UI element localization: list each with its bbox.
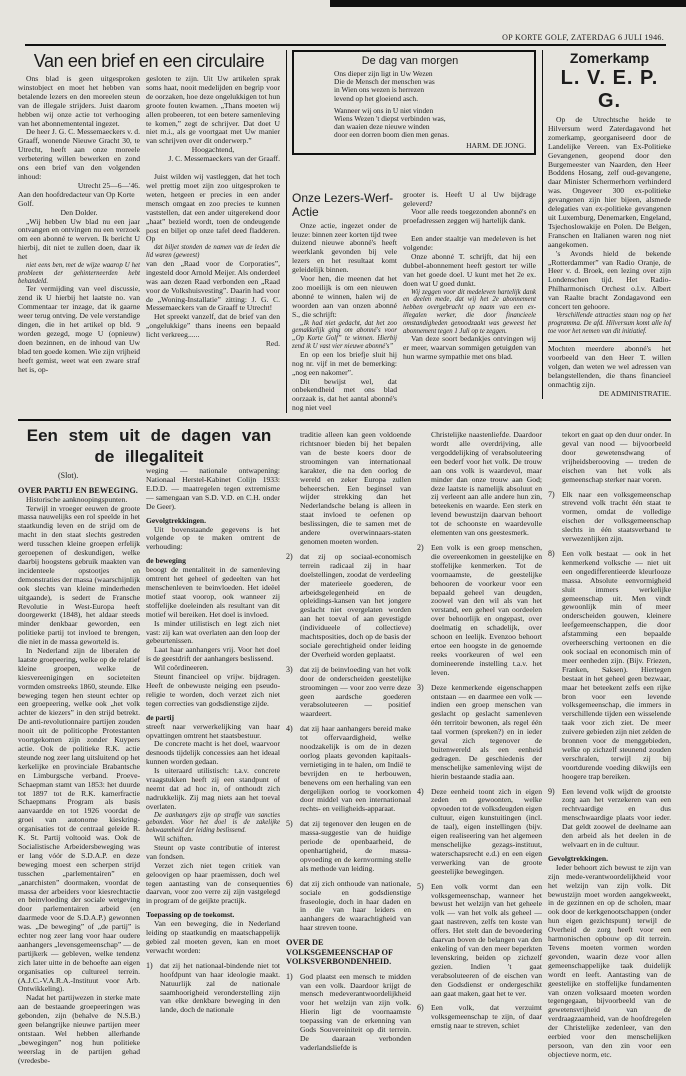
paragraph: Een ander staaltje van medeleven is het volgende: [403, 234, 536, 253]
paragraph: Verschillende attracties staan nog op het programma. De afd. Hilversum komt alle lof toe voor het nemen van dit initiatief. [548, 311, 671, 335]
paragraph: Den Dolder. [60, 207, 98, 217]
item-text: Een volk bestaat — ook in het kenmerkend volksche — niet uit een ongedifferentieerde kleurlooze massa. Absolute eenvormigheid sluit immers werkelijke gemeenschap uit. Men vindt gewoonlijk min of meer onderscheiden gouwen, kleinere leefgemeenschappen, die door afstamming een bepaalde overheersching vertoonen en die ook sociaal en economisch min of meer eenheden zijn. (Bijv. Friezen, Franken, Saksen). Hiertegen bestaat in het geheel geen bezwaar, maar het beteekent zelfs een rijke bron voor een levende volksgemeenschap, die immers in verschillende tijden een wisselende taak voor zich ziet. De meer zuivere gebieden zijn niet zelden de bronnen voor de menggebieden, welke op zichzelf steunend zouden verschralen, terwijl zij bij voortdurende voeding dikwijls een hoogere trap bereiken. [562, 549, 672, 781]
item-number: 4) [417, 786, 424, 796]
paragraph: Aan den hoofdredacteur van Op Korte Golf. [18, 189, 135, 208]
stem-left [18, 425, 280, 1066]
numbered-item [286, 553, 411, 660]
paragraph: Wil coördineeren. [154, 663, 209, 673]
paragraph: Ieder behoort zich bewust te zijn van zijn mede-verantwoordelijkheid voor het welzijn van zijn volk. Dit bewustzijn moet worden aangekweekt, in de gezinnen en op de scholen, maar ook door de kerkgenootschappen (onder hun eigen gezichtspunt) terwijl de Overheid de zorg heeft voor een harmonischen opbouw op dit terrein. Tevens moeten vormen worden gevonden, waarin deze voor allen gemeenschappelijke taak duidelijk wordt en leeft. Aantasting van de geestelijke en stoffelijke fundamenten van onzen volksaard moeten worden tegengegaan, bijvoorbeeld van de gewetensvrijheid van de verdraagzaamheid, van de hoofdregelen der Christelijke zedenleer, van den eerbied voor den menschelijken persoon, van den zin voor een objectieve norm, etc. [548, 862, 671, 1059]
item-number [548, 431, 562, 484]
article-brief [18, 50, 280, 374]
article-title-zomerkamp [548, 50, 671, 113]
paragraph: Nadat het partijwezen in sterke mate aan de bestaande groepeeringen was gebonden, zijn (behalve de N.S.B.) geen belangrijke nieuwe partijen meer ontstaan. Wel hebben allerhande „bewegingen” nog hun politieke weerslag in de partijen gehad (vredesbe- [18, 993, 140, 1065]
paragraph: Op de Utrechtsche heide te Hilversum werd Zaterdagavond het zomerkamp, georganiseerd door de Landelijke Vereen. van Ex-Politieke Gevangenen, geopend door den Burgemeester van Naarden, den Heer Boddens Hosang, zelf oud-gevangene, daar Minister Schermerhorn verhinderd was. Ongeveer 300 ex-politieke gevangenen zijn hier bijeen, alsmede delegaties van ex-politieke gevangenen uit Luxemburg, Denemarken, Engeland, Tsjechoslowakije en Polen. De Belgen, Franschen en Italianen waren nog niet aangekomen. [548, 115, 671, 249]
signature: J. C. Messemaeckers van der Graaff. [168, 154, 280, 164]
paragraph: Van een beweging, die in Nederland leiding op staatkundig en maatschappelijk gebied zal moeten geven, kan en moet verwacht worden: [146, 919, 280, 955]
header-rule [25, 44, 666, 46]
werf-column-a [292, 222, 397, 414]
brief-column-a [18, 75, 140, 374]
paragraph: Wil schiften. [154, 834, 193, 844]
section-heading: OVER PARTIJ EN BEWEGING. [18, 486, 138, 496]
numbered-item [417, 431, 542, 538]
section-heading: de partij [146, 712, 175, 722]
paragraph: 's Avonds hield de bekende „Rotterdammer” van Radio Oranje, de Heer v. d. Broek, een lezing over zijn Londenschen tijd. Het Radio-Philharmonisch Orchest o.l.v. Albert van Raalte bracht Zondagavond een concert ten gehoore. [548, 248, 671, 312]
section-heading: Gevolgtrekkingen. [548, 853, 608, 863]
item-number: 1) [146, 960, 153, 970]
numbered-item [548, 788, 671, 850]
stem-column-3 [286, 425, 411, 1053]
item-number: 2) [286, 551, 293, 561]
poem-line: Ons dieper zijn ligt in Uw Wezen [334, 69, 433, 78]
paragraph: beoogt de mentaliteit in de samenleving omtrent het geheel of gedeelten van het menschenleven te beinvloeden. Het ideëel motief staat voorop, ook wanneer zij stoffelijke doeleinden als resultant van dit motief wil bereiken. Het doel is invloed. [146, 565, 280, 619]
item-text: God plaatst een mensch te midden van een volk. Daardoor krijgt de mensch medeverantwoordelijkheid voor het welzijn van zijn volk. Hierin ligt de voornaamste toepassing van de erkenning van Gods Souvereiniteit op dit terrein. De daaraan verbonden vaderlandsliefde is [300, 971, 411, 1052]
item-number: 1) [286, 971, 293, 981]
item-text: Een volk, dat verzuimt volksgemeenschap te zijn, of daar ernstig naar te streven, schiet [431, 1003, 542, 1031]
item-text: dat zij op sociaal-economisch terrein radicaal zij in haar doelstellingen, zoodat de verdeeling der materieele goederen, de arbeidsgelegenheid en de opleidings-kansen van het jongere geslacht niet overgelaten worden aan het toeval of aan gevestigde (individueele of collectieve) machtsposities, doch op de basis der sociale gerechtigheid onder leiding der Overheid worden geplaatst. [300, 551, 411, 659]
item-text: Een levend volk wijdt de grootste zorg aan het verzekeren van een rechtvaardige en dus menschwaardige plaats voor ieder. Dat geldt zoowel de deelname aan den arbeid als het deelen in de welvaart en in de cultuur. [562, 786, 671, 849]
item-text: dat zij het nationaal-bindende niet tot hoofdpunt van haar ideologie maakt. Natuurlijk zal de nationale saamhoorigheid veronderstelling zijn van elke denkbare beweging in den lande, doch de nationale [160, 960, 280, 1015]
paragraph: Terwijl in vroeger eeuwen de groote massa nauwelijks een rol speelde in het staatkundig leven en de strijd om de macht in den staat slechts gestreden werd tusschen kleine groepen erfelijk geroepenen of deskundigen, welke daarbij hoogstens gebruik maakten van incidenteele opstootjes en demonstraties der massa (waarschijnlijk ook slechts van kleine minderheden uitgaande), is sedert de Fransche Revolutie in West-Europa heeft doorgewerkt (1848), het aldaar steeds minder denkbaar geworden, een politieke partij tot invloed te brengen, die niet in de massa geworteld is. [18, 503, 140, 647]
numbered-item [417, 1004, 542, 1031]
signature: Red. [265, 339, 280, 349]
section-heading: Gevolgtrekkingen. [146, 515, 206, 525]
paragraph: Is minder utilistisch en legt zich niet vast: zij kan wat overlaten aan den loop der gebeurtenissen. [146, 618, 280, 646]
article-zomerkamp [542, 50, 671, 399]
poem-line: levend op het gloeiend asch. [334, 93, 418, 103]
item-number: 9) [548, 786, 555, 796]
brief-columns [18, 75, 280, 374]
paragraph: dat biljet stonden de namen van de leden die lid waren (geweest) [146, 244, 280, 260]
item-number: 6) [286, 878, 293, 888]
stem-column-2 [146, 467, 280, 1015]
numbered-item [286, 725, 411, 814]
paragraph: Voor hen, die meenen dat het zoo moeilijk is om een nieuwen abonné te winnen, halen wij de woorden aan van onzen abonné S., die schrijft: [292, 274, 397, 319]
section-heading: Toepassing op de toekomst. [146, 910, 235, 920]
zomerkamp-title: Zomerkamp [569, 50, 650, 66]
numbered-item [286, 880, 411, 933]
poem-line: door een dorren boom dien men genas. [334, 130, 450, 140]
paragraph: niet eens ben, met de wijze waarop U het probleem der gehinterneerden hebt behandeld. [18, 262, 140, 285]
paragraph: Historische aanknoopingspunten. [26, 494, 128, 504]
poem-line: Die de Mensch der menschen was [334, 77, 435, 87]
numbered-item [146, 962, 280, 1015]
paragraph: Wij zeggen voor dit medeleven hartelijk dank en deelen mede, dat wij het 2e abonnement hebben overgebracht op naam van een ex-illegalen werker, die door financieele omstandigheden genoodzaakt was geweest het abonnement tegen 1 Juli op te zeggen. [403, 288, 536, 335]
paragraph: Hoogachtend, [191, 145, 235, 155]
top-section [18, 50, 671, 413]
paragraph: Voor alle reeds toegezonden abonné's en proefadressen zeggen wij hartelijk dank. [403, 207, 536, 226]
zomerkamp-subtitle: L. V. E. P. G. [560, 67, 659, 112]
item-number: 3) [286, 664, 293, 674]
item-text: Een volk vormt dan een volksgemeenschap, wanneer het bewust het welzijn van het geheele volk — van het volk als geheel — gaat nastreven, zelfs ten koste van offers. Het stelt dan de bevoedering daarvan boven de belangen van den enkeling of van den meer beperkten levenskring, beiden op zichzelf gezien. Indien 't gaat verabsoluteeren of de eischen van den Godsdienst er ondergeschikt aan gaat maken, gaat het te ver. [431, 881, 542, 998]
paragraph: De concrete macht is het doel, waarvoor desnoods tijdelijk concessies aan het ideaal kunnen worden gedaan. [146, 739, 280, 767]
stem-column-4 [417, 425, 542, 1031]
item-text: dat zij tegenover den leugen en de massa-suggestie van de huidige periode de openbaarheid, de openhartigheid, de massa-opvoeding en de kernvorming stelle als methode van leiding. [300, 819, 411, 873]
numbered-item [286, 431, 411, 547]
section-rule [18, 419, 671, 421]
article-title-stem: Een stem uit de dagen van de illegaliteit [26, 426, 272, 467]
numbered-item [548, 491, 671, 544]
article-stem [18, 425, 671, 1066]
item-text: tekort en gaat op den duur onder. In geval van nood — bijvoorbeeld door gewetensdwang of vrijheidsberooving — treden de eischen van het volk als gemeenschap sterker naar voren. [562, 430, 671, 484]
paragraph: grooter is. Heeft U al Uw bijdrage geleverd? [403, 189, 536, 208]
poem-title: De dag van morgen [361, 55, 459, 67]
middle-section [286, 50, 536, 413]
paragraph: „Ik had niet gedacht, dat het zoo gemakkelijk ging om abonné's voor „Op Korte Golf” te winnen. Hierbij zend ik U vast vier nieuwe abonné's” [292, 319, 397, 350]
article-title-brief: Van een brief en een circulaire [33, 51, 265, 71]
item-number [286, 431, 300, 547]
numbered-item [417, 883, 542, 999]
item-text: Deze eenheid toont zich in eigen zeden en gewoonten, welke opvoeden tot de volksdeugden eigen cultuur, eigen kunstuitingen (incl. de taal), eigen instellingen (bijv. eigen realiseering van het algemeen menschelijke gezags-instituut, waterschapsrecht e.d.) en een eigen verwerking van de groote geestelijke bewegingen. [431, 786, 542, 876]
notice-signature: DE ADMINISTRATIE. [598, 388, 671, 398]
poem-line: dan waaien deze nieuwe winden [334, 122, 430, 132]
paragraph: streeft naar verwerkelijking van haar opvattingen omtrent het staatsbestuur. [146, 721, 280, 740]
top-dark-band [330, 0, 686, 7]
paragraph: Onze abonné T. schrijft, dat hij een dubbel-abonnement heeft gestort ter wille van het goede doel. U kunt met het 2e ex. doen wat U goed dunkt. [403, 252, 536, 288]
item-number: 2) [417, 543, 424, 552]
paragraph: De heer J. G. C. Messemaeckers v. d. Graaff, wonende Nieuwe Gracht 30, te Utrecht, heeft aan onze moreele verbetering willen bewerken en zond ons een brief van den volgenden inhoud: [18, 127, 140, 181]
item-text: dat zij zich onthoude van nationale, sociale en godsdienstige fraseologie, doch in haar daden en in die van haar leiders en aanhangers de waarachtigheid van haar streven toone. [300, 878, 411, 933]
numbered-item [548, 431, 671, 484]
administration-notice [548, 345, 671, 398]
paragraph: Laat haar aanhangers vrij. Voor het doel is de geestdrift der aanhangers beslissend. [146, 645, 280, 664]
stem-left-column-wrap [18, 467, 140, 1066]
paragraph: Verzet zich niet tegen critiek van geloovigen op haar praemissen, doch wel tegen aantasting van de consequenties daarvan, voor zoo verre zij zijn vastgelegd in program of de geijkte practijk. [146, 860, 280, 906]
poem-line: Wiens Wezen 't diepst verbinden was, [334, 114, 446, 124]
article-werf-actie [292, 191, 536, 414]
paragraph: weging — nationale ontwapening: Nationaal Herstel-Kabinet Colijn 1933: E.D.D. — maatregelen tegen extremisme — samengaan van S.D. V.D. en C.H. onder De Geer). [146, 466, 280, 511]
notice-text: Mochten meerdere abonné's het voorbeeld van den Heer T. willen volgen, dan weten we wel adressen van belangstellenden, die thans financieel onmachtig zijn. [548, 344, 671, 389]
article-slot-label: (Slot). [58, 471, 79, 481]
paragraph: Juist wilden wij vastleggen, dat het toch wel prettig moet zijn zoo uitgesproken te weten, hetgeen er precies in een ander mensch omgaat en zoo precies te kunnen vaststellen, dat een ander uitgerekend door „haat” bezield wordt, toen de ondeugende post en biljet op onze tafel deed fladderen. Op [146, 172, 280, 244]
item-number: 3) [417, 682, 424, 692]
paragraph: Uit bovenstaande gegevens is het volgende op te maken omtrent de verhouding: [146, 524, 280, 552]
paragraph: Ter vermijding van veel discussie, zend ik U hierbij het laatste no. van Commentaar ter inzage, dat ik gaarne weer terug ontving. De vele verstandige dingen, die in het artikel op bld. 9 worden gezegd, moge U (opnieuw) doen bezinnen, en de inhoud van Uw blad ten goede komen. Wie zijn vrijheid heeft gemist, weet wat een zware straf het is, op- [18, 284, 140, 374]
item-text: Deze kenmerkende eigenschappen ontstaan — en daarmee een volk — indien een groep menschen van geslacht op geslacht samenleven één territoir bewonen, als regel één taal vormen (spreken?) en in ieder geval zich tegenover de buitenwereld als een eenheid gedragen. De geschiedenis der menschelijke samenleving wijst de hierin bestaande stadia aan. [431, 682, 542, 781]
item-number: 5) [286, 819, 293, 829]
article-title-werf-actie: Onze Lezers-Werf-Actie [292, 190, 394, 219]
poem-stanza-2 [334, 107, 526, 140]
item-text: traditie alleen kan geen voldoende richtsnoer bieden bij het bepalen van de beste koers door de stroomingen van internationaal karakter, die na den oorlog de wereld en zeker Europa zullen beheerschen. Een beginsel van wijder strekking dan het Nederlandsche belang is alleen in staat invloed te oefenen op beslissingen, die te samen met de andere overwinnaars-staten genomen moeten worden. [300, 430, 411, 546]
item-text: dat zij de beinvloeding van het volk door de onderscheiden geestelijke stroomingen — voor zoo verre deze geen aardsche goederen verabsoluteeren — positief waardeert. [300, 664, 411, 719]
item-number [417, 431, 431, 538]
poem-line: in Wien ons wezen is herrezen [334, 85, 425, 95]
notice-rule [548, 341, 671, 342]
paragraph: „Wij hebben Uw blad nu een jaar ontvangen en ontvingen nu een verzoek om een abonné te werven. Ik bericht U hierbij, dit niet te zullen doen, daar ik het [18, 216, 140, 262]
item-text: Christelijke naastenliefde. Daardoor wordt alle overdrijving, alle vergoddelijking of verabsoluteering een bederf voor het volk. De trouw aan ons volk is waardevol, maar minder dan onze trouw aan God; deze laatste is namelijk absoluut en zij verleent aan alle andere hun zin, beteekenis en waarde. Een sterk en levend bewustzijn daarvan behoort tot de schoonste en waardevolle elementen van ons geestesmerk. [431, 430, 542, 538]
paragraph: En op een los briefje sluit hij nog nr. vijf in met de bemerking: „nog een nakomer”. [292, 349, 397, 377]
item-number: 4) [286, 724, 293, 734]
numbered-item [417, 544, 542, 678]
paragraph: Utrecht 25—6—'46. [77, 180, 140, 190]
paragraph: Steunt financieel op vrijw. bijdragen. Heeft de onbewuste neiging een pseudo-religie te worden, doch verzet zich niet tegen correcties van godsdienstige zijde. [146, 672, 280, 708]
paragraph: Onze actie, ingezet onder de leuze: binnen zeer korten tijd twee duizend nieuwe abonné's heeft weerklank gevonden bij vele lezers en het resultaat komt geleidelijk binnen. [292, 220, 397, 275]
numbered-item [286, 973, 411, 1053]
numbered-item [548, 550, 671, 782]
item-number: 6) [417, 1003, 424, 1013]
paragraph: Van deze soort bedankjes ontvingen wij er meer, waarvan sommigen getuigden van hun warme sympathie met ons blad. [403, 334, 536, 362]
numbered-item [286, 666, 411, 719]
numbered-item [286, 820, 411, 873]
item-text: Een volk is een groep menschen, die overeenkomen in geestelijke en stoffelijke kenmerken. Tot de voornaamste, de geestelijke behooren de voorkeur voor een bepaald geheel van deugden, zoowel van den wil als van het verstand, een geheel van oordeelen over behoorlijk en ongepast, over doelmatig en schadelijk, over schoon en leelijk. Evenzoo behoort ertoe een hoogste in de genoemde reeks voorkeuren of wel een domineerende instelling t.a.v. het leven. [431, 543, 542, 677]
brief-column-b [146, 75, 280, 349]
stem-left-columns [18, 467, 280, 1066]
item-number: 8) [548, 549, 555, 558]
paragraph: gesloten te zijn. Uit Uw artikelen sprak soms haat, nooit medelijden en begrip voor de oorzaken, hoe deze ongelukkigen tot hun groote fouten kwamen. „Thans moeten wij allen probeeren, tot een betere samenleving te komen,” zegt de schrijver. Dat doet U niet m.i., als ge voortgaat met Uw manier van schrijven over dit onderwerp.” [146, 74, 280, 146]
numbered-item [417, 684, 542, 782]
paragraph: van den „Raad voor de Corporaties”, ingesteld door Arnold Meijer. Als onderdeel was aan dezen Raad verbonden een „Raad voor de Volkshuisvesting”. Daarin had voor de „Woning-Installatie” zitting: J. G. C. Messemaeckers van de Graaff te Utrecht! [146, 258, 280, 313]
paragraph: In Nederland zijn de liberalen de laatste groepeering, welke op de relatief kleine groepen, welke de kiesvereenigingen en societeiten vormden omstreeks 1860, steunde. Elke beweging tegen hen steunt echter op een groepeering, welke ook „het volk achter de kiezers” in den strijd betrekt. De anti-revolutionnaire partijen zouden nooit uit de politicophe Protestanten voortgekomen zijn zonder Kuypers actie. Ook de politieke R.K. actie steunde nog zeer lang uitsluitend op het kerkelijke en provinciale Brabantsche en Limburgsche verband. Proeve-Schaepman stamt van 1853: het duurde tot 1897 tot de R.K. kamerfractie Schaepmans Program als basis aanvaardde en tot 1926 voordat de groei van autonome kieskring-organisaties tot de centraal geleide R. K. St. Partij voltooid was. Ook de Socialistische Arbeidersbeweging was er lang vóór de S.D.A.P. en deze beweging moest een scherpen strijd tusschen „parlementairen” en „anarchisten” doormaken, voordat de massa der arbeiders voor kiesrechtactie en beinvloeding der sociale wetgeving door parlementairen arbeid (en daarmede voor de S.D.A.P.) gewonnen was. „De beweging” of „de partij” is echter nog zeer lang voor haar oudere aanhangers „levensgemeenschap” — de partijkerk — gebleven, welke tendenz zich later uitte in de behoefte aan eigen organisaties op cultureel terrein. (A.J.C.-V.A.R.A.-Instituut voor Arb. Ontwikkeling). [18, 646, 140, 994]
werf-left [292, 191, 397, 414]
paragraph: Ons blad is geen uitgesproken winstobject en moet het hebben van betalende lezers en den moreelen steun van de illegale strijders. Juist daarom hebben wij onze actie tot verhooging van het abonnementental ingezet. [18, 74, 140, 128]
paragraph: De aanhangers zijn op straffe van sancties gebonden. Voor het doel is de zakelijke bekwaamheid der leiding beslissend. [146, 811, 280, 835]
section-heading: OVER DE VOLKSGEMEENSCHAP OF VOLKSVERBONDENHEID. [286, 938, 393, 967]
poem-line: Wanneer wij ons in U niet vinden [334, 105, 434, 115]
stem-column-5 [548, 425, 671, 1060]
stem-column-1 [18, 486, 140, 1066]
item-number: 7) [548, 489, 555, 499]
zomerkamp-body [548, 116, 671, 335]
section-heading: de beweging [146, 556, 186, 566]
poem-author: HARM. DE JONG. [466, 140, 526, 150]
paragraph: Dit bewijst wel, dat onbekendheid met ons blad oorzaak is, dat het aantal abonné's nog niet veel [292, 376, 397, 413]
poem-stanza-1 [334, 70, 526, 103]
item-text: Elk naar een volksgemeenschap strevend volk tracht één staat te vormen, omdat de volledige eischen der volksgemeenschap slechts in één staatsverband te verwezenlijken zijn. [562, 489, 671, 544]
numbered-item [417, 788, 542, 877]
poem-box [292, 50, 536, 155]
masthead: OP KORTE GOLF, ZATERDAG 6 JULI 1946. [502, 33, 664, 42]
item-text: dat zij haar aanhangers bereid make tot offervaardigheid, welke noodzakelijk is om de in dezen oorlog plaats gevonden kapitaals-vernietiging in te halen, om Indië te bevrijden en te herbouwen, benevens om een herhaling van een dergelijken oorlog te voorkomen door middel van een internationaal rechts- en veiligheids-apparaat. [300, 724, 411, 814]
werf-column-b [403, 191, 536, 363]
paragraph: Steunt op vaste contributie of interest van fondsen. [146, 842, 280, 861]
paragraph: Het spreekt vanzelf, dat de brief van den „ongelukkige” thans ineens een bepaald licht verkreeg...... [146, 312, 280, 340]
paragraph: Is uiteraard utilistisch: t.a.v. concrete vraagstukken heeft zij een standpunt of neemt dat ad hoc in, of onthoudt zich nadrukkelijk. Zij mag niets aan het toeval overlaten. [146, 766, 280, 811]
item-number: 5) [417, 881, 424, 891]
